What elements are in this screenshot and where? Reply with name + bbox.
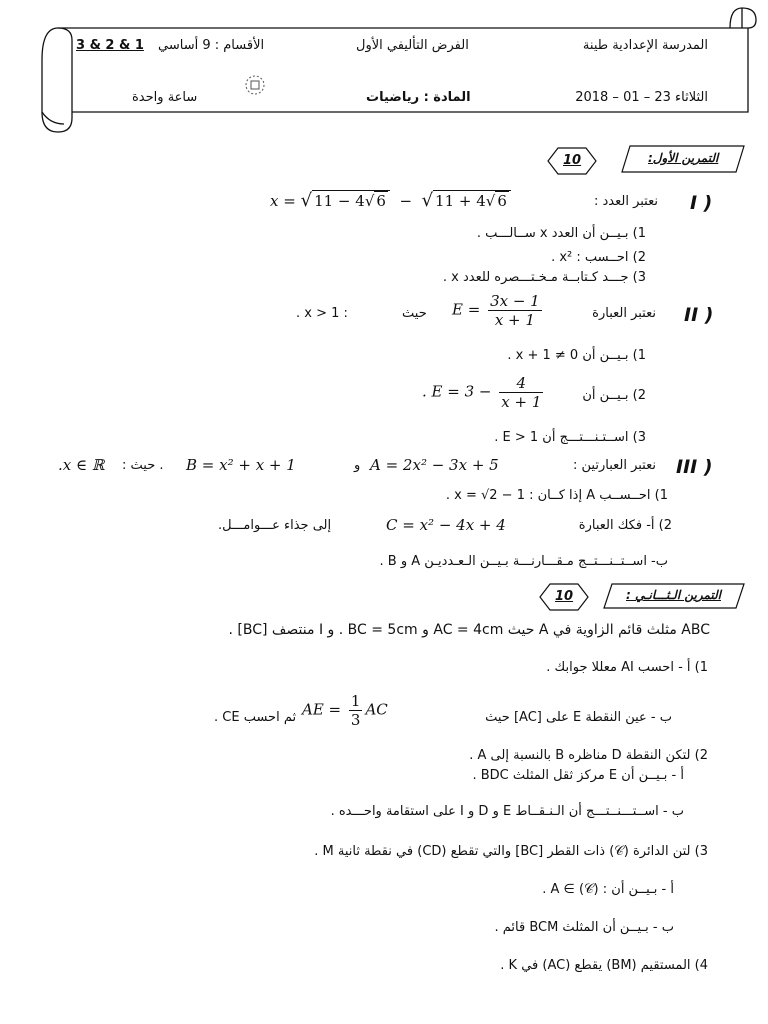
part-iii-q2-prefix: 2) أ- فكك العبارة xyxy=(578,518,672,533)
ex2-q3: 3) لتن الدائرة (𝒞) ذات القطر [BC] والتي تقطع (CD) في نقطة ثانية M . xyxy=(314,844,708,859)
school-seal-icon xyxy=(242,72,268,98)
domain-real: .x ∈ ℝ xyxy=(58,456,105,474)
ex1-title: التمرين الأول: xyxy=(648,151,719,165)
school-name: المدرسة الإعدادية طينة xyxy=(582,38,708,53)
ex2-q3b: ب - بـيــن أن المثلث BCM قائم . xyxy=(494,920,674,935)
ex2-q2b: ب - اســتـــنــتـــج أن الـنـقــاط E و D و I على استقامة واحـــده . xyxy=(330,804,684,819)
exam-date: الثلاثاء 23 – 01 – 2018 xyxy=(575,90,708,105)
part-iii-q2-suffix: إلى جذاء عـــوامـــل. xyxy=(218,518,332,533)
ex2-title: التمرين الـثـــانـي : xyxy=(626,588,721,602)
ex2-q4: 4) المستقيم (BM) يقطع (AC) في K . xyxy=(500,958,708,973)
part-i-q3: 3) جـــد كـتابــة مـخـتـــصره للعدد x . xyxy=(442,270,646,285)
part-i-intro: نعتبر العدد : xyxy=(593,194,658,209)
part-ii-intro: نعتبر العبارة xyxy=(592,306,656,321)
header-scroll-frame xyxy=(0,0,768,140)
part-ii-q2-prefix: 2) بـيــن أن xyxy=(582,388,646,403)
part-ii-label: II ) xyxy=(684,304,714,326)
part-ii-condition: : x > 1 . xyxy=(296,306,348,321)
ex2-q3a: أ - بـيــن أن : A ∈ (𝒞) . xyxy=(542,882,674,897)
expression-b: B = x² + x + 1 xyxy=(186,456,296,474)
expression-c: C = x² − 4x + 4 xyxy=(386,516,506,534)
e-alternate-form: . E = 3 − $\frac{4}{x + 1}$ xyxy=(422,374,542,411)
x-definition: x = √ 11 − 4√ 6 − √ 11 + 4√ 6 xyxy=(270,190,511,211)
part-iii-q1: 1) احــســب A إذا كــان : x = √2 − 1 . xyxy=(445,488,668,503)
part-iii-where: . حيث : xyxy=(122,458,164,473)
ex2-q1a: 1) أ - احسب AI معللا جوابك . xyxy=(546,660,708,675)
part-iii-q2b: ب- اســتــنـــتــج مـقـــارنـــة بـيــن الـعـدديـن A و B . xyxy=(379,554,668,569)
expression-a: A = 2x² − 3x + 5 xyxy=(370,456,499,474)
classes-list: 3 & 2 & 1 xyxy=(76,38,144,53)
ex2-intro: ABC مثلث قائم الزاوية في A حيث AC = 4cm و BC = 5cm . و I منتصف [BC] . xyxy=(228,622,710,638)
ex2-q2: 2) لتكن النقطة D مناظره B بالنسبة إلى A . xyxy=(469,748,708,763)
part-iii-intro: نعتبر العبارتين : xyxy=(573,458,656,473)
part-ii-q3: 3) اســتـنـــتـــج أن E > 1 . xyxy=(494,430,646,445)
e-definition: E = $\frac{3x - 1}{x + 1}$ xyxy=(452,292,540,329)
classes-label: الأقسام : 9 أساسي xyxy=(158,38,265,53)
part-ii-q1: 1) بـيــن أن x + 1 ≠ 0 . xyxy=(507,348,646,363)
exam-title: الفرض التأليفي الأول xyxy=(356,38,469,53)
part-i-q2: 2) احــسب : x² . xyxy=(551,250,646,265)
part-i-label: I ) xyxy=(690,192,713,214)
ex2-q1b-prefix: ب - عين النقطة E على [AC] حيث xyxy=(485,710,672,725)
part-i-q1: 1) بـيــن أن العدد x ســالـــب . xyxy=(476,226,646,241)
ex2-score: 10 xyxy=(555,589,574,604)
part-ii-where: حيث xyxy=(402,306,427,321)
part-iii-label: III ) xyxy=(676,456,713,478)
part-iii-and: و xyxy=(354,458,361,473)
ex2-q2a: أ - بـيــن أن E مركز ثقل المثلث BDC . xyxy=(472,768,684,783)
ex1-score: 10 xyxy=(563,153,582,168)
duration: ساعة واحدة xyxy=(132,90,198,105)
subject: المادة : رياضيات xyxy=(366,90,471,105)
ae-fraction: AE = $\frac{1}{3}$ AC xyxy=(302,692,388,729)
ex2-q1b-suffix: ثم احسب CE . xyxy=(214,710,297,725)
